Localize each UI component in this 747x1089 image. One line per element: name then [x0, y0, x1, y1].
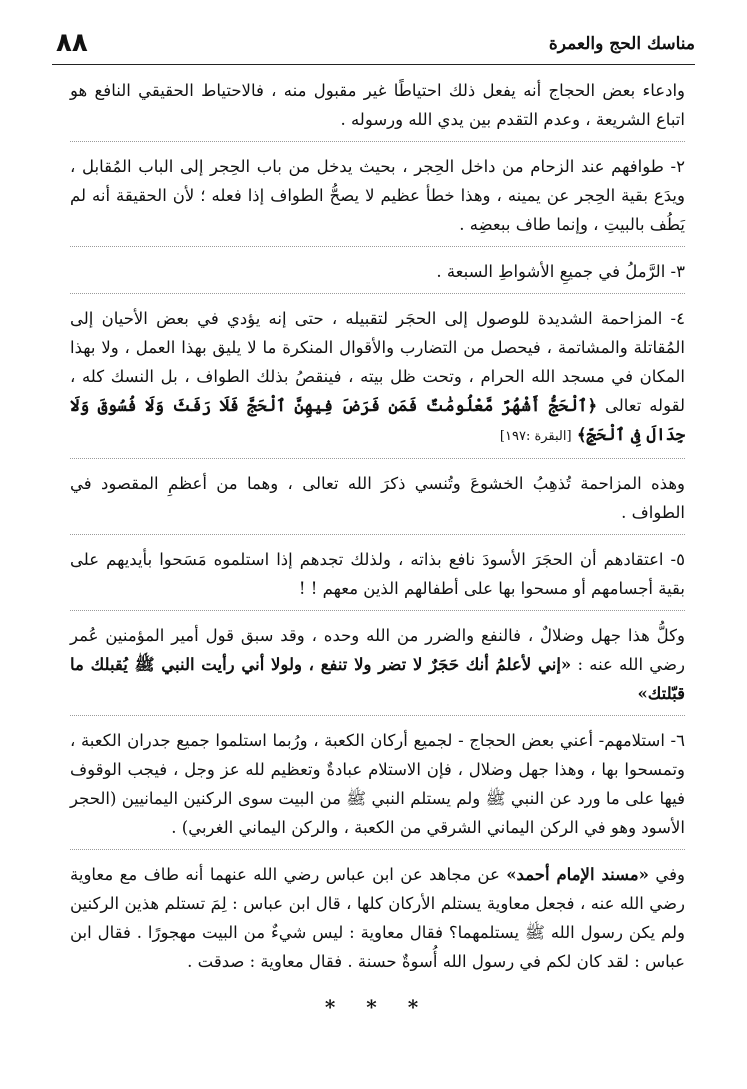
paragraph-text: ٥- اعتقادهم أن الحجَرَ الأسودَ نافع بذاته ، ولذلك تجدهم إذا استلموه مَسَحوا بأيديهم على بقية أجسامهم أو مسحوا بها على أطفالهم الذين معهم ! !	[70, 550, 685, 598]
paragraph-prefix: وفي	[655, 865, 685, 884]
paragraph-text: ٦- استلامهم- أعني بعض الحجاج - لجميع أركان الكعبة ، ورُبما استلموا جميع جدران الكعبة ، وتمسحوا بها ، وهذا جهل وضلال ، فإن الاستلام عبادةٌ وتعظيم لله عز وجل ، فيجب الوقوف فيها على ما ورد عن النبي ﷺ ولم يستلم النبي ﷺ من البيت سوى الركنين اليمانيين (الحجر الأسود وهو في الركن اليماني الشرقي من الكعبة ، والركن اليماني الغربي) .	[70, 731, 685, 837]
paragraph	[70, 257, 685, 294]
paragraph	[70, 304, 685, 459]
quoted-saying: «إني لأعلمُ أنك حَجَرٌ لا تضر ولا تنفع ، ولولا أني رأيت النبي ﷺ يُقبلك ما قبّلتك»	[70, 655, 685, 703]
header-divider	[52, 64, 695, 65]
paragraph	[70, 860, 685, 983]
book-citation: «مسند الإمام أحمد»	[506, 865, 649, 884]
paragraph	[70, 621, 685, 716]
paragraph	[70, 469, 685, 535]
section-separator: * * *	[324, 995, 431, 1019]
verse-reference: [البقرة :١٩٧]	[499, 429, 572, 444]
page-header	[52, 28, 695, 60]
running-title: مناسك الحج والعمرة	[548, 34, 695, 54]
paragraph-text: ٣- الرَّملُ في جميعِ الأشواطِ السبعة .	[436, 262, 685, 281]
paragraph	[70, 152, 685, 247]
page-number: ٨٨	[56, 28, 88, 58]
page-body	[70, 76, 685, 1022]
quran-verse: ﴿ٱلْحَجُّ أَشْهُرٌ مَّعْلُومَٰتٌ فَمَن فَرَضَ فِيهِنَّ ٱلْحَجَّ فَلَا رَفَثَ وَلَا فُسُوقَ وَلَا جِدَالَ فِى ٱلْحَجِّ﴾	[70, 396, 685, 444]
paragraph	[70, 545, 685, 611]
paragraph-text: وكلُّ هذا جهل وضلالٌ ، فالنفع والضرر من الله وحده ، وقد سبق قول أمير المؤمنين عُمر رضي الله عنه :	[70, 626, 685, 674]
paragraph	[70, 76, 685, 142]
paragraph-text: وهذه المزاحمة تُذهِبُ الخشوعَ وتُنسي ذكرَ الله تعالى ، وهما من أعظمِ المقصود في الطواف .	[70, 474, 685, 522]
paragraph-text: وادعاء بعض الحجاج أنه يفعل ذلك احتياطًا غير مقبول منه ، فالاحتياط الحقيقي النافع هو اتباع الشريعة ، وعدم التقدم بين يدي الله ورسوله .	[70, 81, 685, 129]
paragraph-text: ٤- المزاحمة الشديدة للوصول إلى الحجَر لتقبيله ، حتى إنه يؤدي في بعض الأحيان إلى المُقاتلة والمشاتمة ، فيحصل من التضارب والأقوال المنكرة ما لا يليق بهذا العمل ، ولا بهذا المكان في مسجد الله الحرام ، وتحت ظل بيته ، فينقصُ بذلك الطواف ، بل النسك كله ، لقوله تعالى	[70, 309, 685, 415]
paragraph	[70, 726, 685, 850]
paragraph-text: عن مجاهد عن ابن عباس رضي الله عنهما أنه طاف مع معاوية رضي الله عنه ، فجعل معاوية يستلم الأركان كلها ، قال ابن عباس : لِمَ تستلم هذين الركنين ولم يكن رسول الله ﷺ يستلمهما؟ فقال معاوية : ليس شيءٌ من البيت مهجورًا . فقال ابن عباس : لقد كان لكم في رسول الله أُسوةٌ حسنة . فقال معاوية : صدقت .	[70, 865, 685, 971]
paragraph-text: ٢- طوافهم عند الزحام من داخل الحِجر ، بحيث يدخل من باب الحِجر إلى الباب المُقابل ، ويدَع بقية الحِجر عن يمينه ، وهذا خطأ عظيم لا يصحُّ الطواف إذا فعله ؛ لأن الحقيقة أنه لم يَطُف بالبيتِ ، وإنما طاف ببعضِه .	[70, 157, 685, 234]
